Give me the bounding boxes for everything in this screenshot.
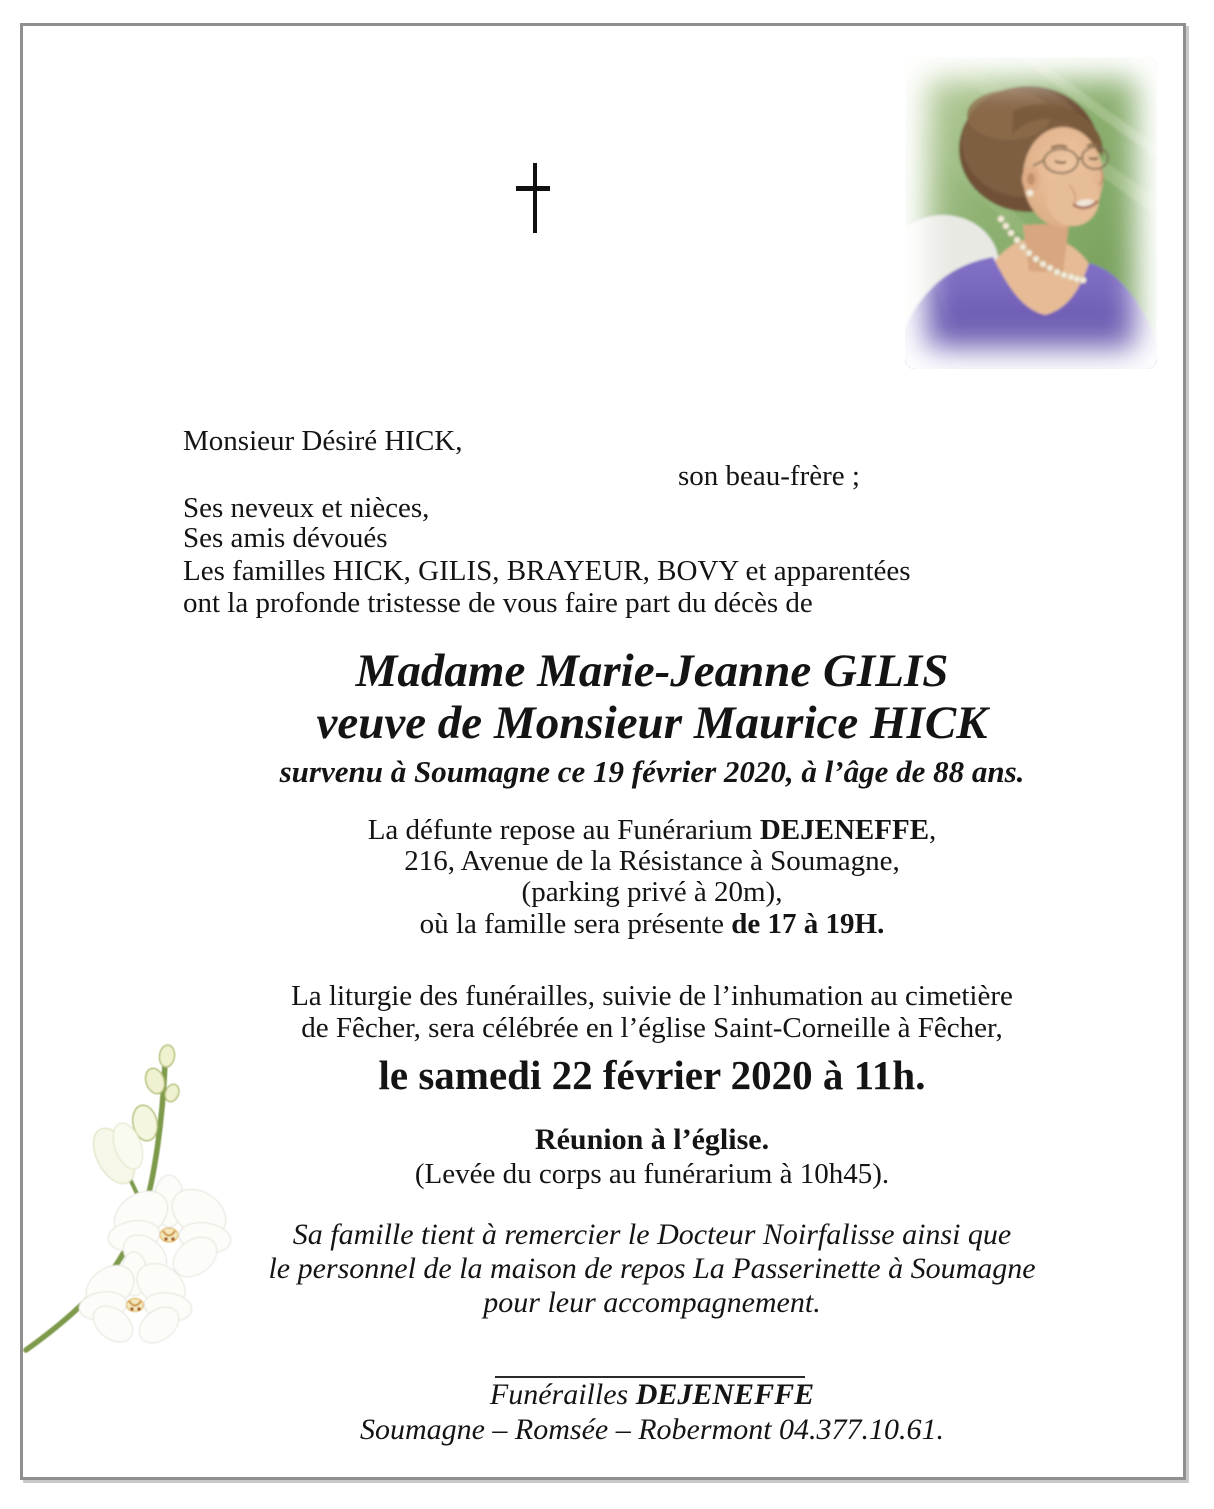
portrait-photo [905,57,1157,369]
repose-parking: (parking privé à 20m), [521,876,783,908]
intro-line: Ses amis dévoués [183,522,388,554]
repose-prefix: La défunte repose au Funérarium [367,814,760,846]
ceremony-datetime: le samedi 22 février 2020 à 11h. [378,1052,926,1098]
presence-hours: de 17 à 19H. [731,908,885,940]
ceremony-line1: La liturgie des funérailles, suivie de l’inhumation au cimetière [291,980,1013,1012]
repose-address: 216, Avenue de la Résistance à Soumagne, [404,845,900,877]
footer-prefix: Funérailles [489,1378,636,1411]
intro-line: Les familles HICK, GILIS, BRAYEUR, BOVY et apparentées [183,555,911,587]
intro-brother-in-law: Monsieur Désiré HICK, [183,425,463,457]
repose-line [183,816,1121,845]
thanks-line3: pour leur accompagnement. [483,1286,821,1319]
ceremony-meeting: Réunion à l’église. [534,1123,770,1156]
footer-funeral-home-name: DEJENEFFE [635,1378,815,1411]
cross-icon [516,163,550,233]
intro-line: Ses neveux et nièces, [183,492,430,524]
presence-prefix: où la famille sera présente [419,908,732,940]
funeral-home-name: DEJENEFFE [759,814,930,846]
intro-relation: son beau-frère ; [678,460,860,492]
footer-locations: Soumagne – Romsée – Robermont 04.377.10.61. [359,1413,945,1446]
footer-funeral-home [183,1380,1121,1410]
deceased-widow-of: veuve de Monsieur Maurice HICK [316,697,988,749]
death-info: survenu à Soumagne ce 19 février 2020, à l’âge de 88 ans. [279,754,1025,789]
thanks-line1: Sa famille tient à remercier le Docteur Noirfalisse ainsi que [292,1218,1012,1251]
thanks-line2: le personnel de la maison de repos La Passerinette à Soumagne [268,1252,1036,1285]
deceased-name: Madame Marie-Jeanne GILIS [355,645,949,697]
repose-presence [183,910,1121,939]
repose-suffix: , [929,814,937,846]
intro-line: ont la profonde tristesse de vous faire part du décès de [183,587,813,619]
cross-horizontal-bar [516,186,550,191]
ceremony-levee: (Levée du corps au funérarium à 10h45). [414,1158,890,1190]
cross-vertical-bar [533,163,537,233]
ceremony-line2: de Fêcher, sera célébrée en l’église Saint-Corneille à Fêcher, [301,1012,1003,1044]
